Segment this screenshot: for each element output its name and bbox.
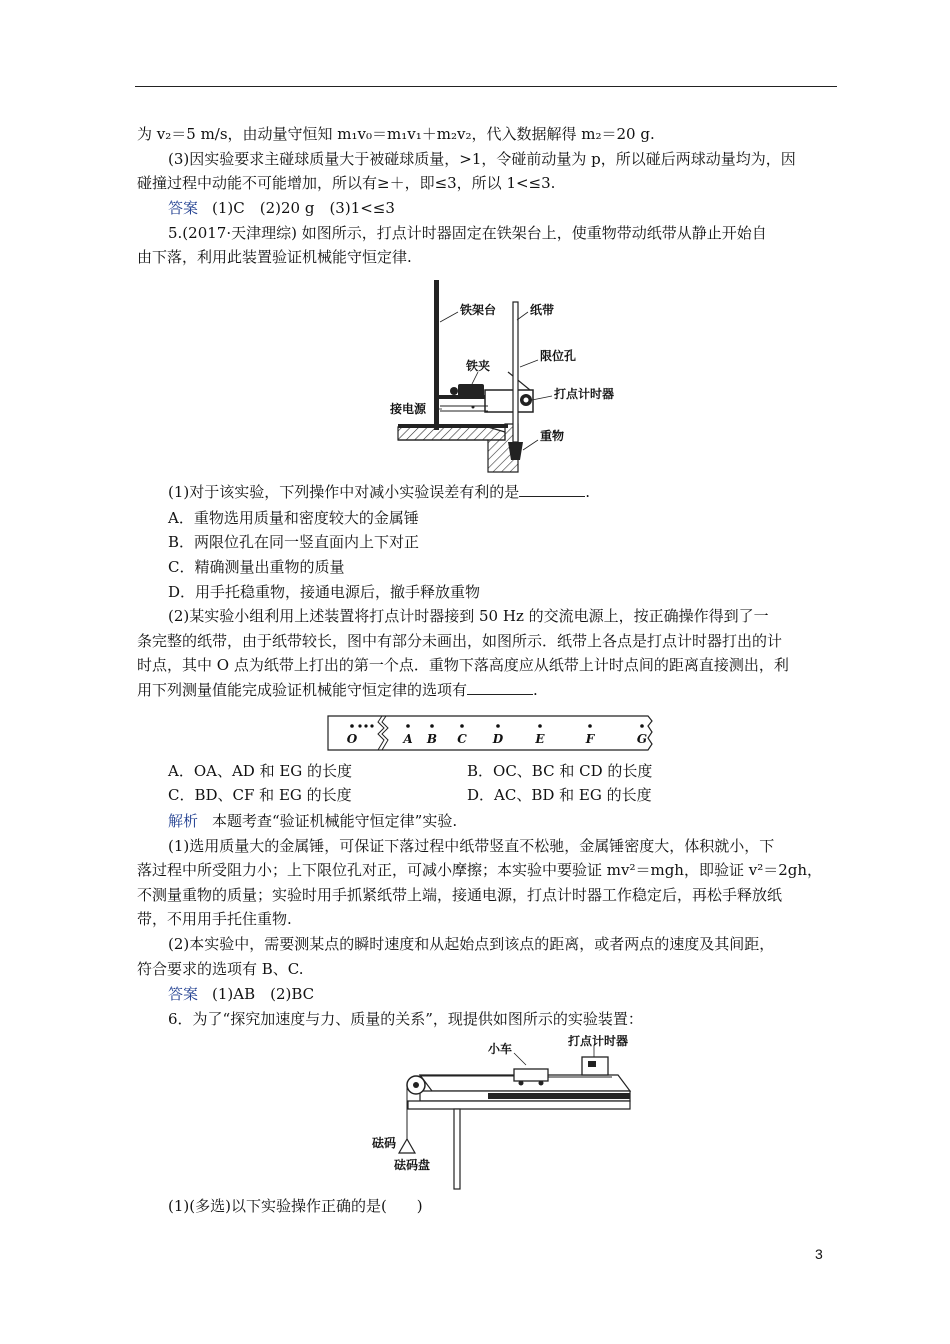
prev-line-3: 碰撞过程中动能不可能增加，所以有≥＋，即≤3，所以 1<≤3. (137, 174, 556, 192)
q5-p2-option-b: B．OC、BC 和 CD 的长度 (467, 762, 653, 780)
answer-label: 答案 (168, 985, 199, 1003)
q5-p2-line-2: 条完整的纸带，由于纸带较长，图中有部分未画出，如图所示．纸带上各点是打点计时器打出的计 (137, 632, 783, 650)
analysis-1-line-2: 落过程中所受阻力小；上下限位孔对正，可减小摩擦；本实验中要验证 mv²＝mgh，即验证 v²＝2gh， (137, 861, 823, 879)
q5-answer: 答案 (1)AB (2)BC (168, 985, 315, 1003)
label-timer: 打点计时器 (554, 387, 615, 401)
analysis-intro: 解析 本题考查“验证机械能守恒定律”实验. (168, 812, 458, 830)
tape-point-o (350, 724, 354, 728)
q5-option-a: A．重物选用质量和密度较大的金属锤 (168, 509, 419, 527)
analysis-1-line-1: (1)选用质量大的金属锤，可保证下落过程中纸带竖直不松驰，金属锤密度大，体积就小，下 (168, 837, 775, 855)
tape-point-g (640, 724, 644, 728)
label-weight: 重物 (540, 429, 565, 443)
label-tape: 纸带 (530, 303, 555, 317)
table-leg (454, 1109, 460, 1189)
tape-label-d: D (492, 732, 504, 746)
label-stand: 铁架台 (460, 303, 497, 317)
q5-p2-option-c: C．BD、CF 和 EG 的长度 (168, 786, 352, 804)
tape-label-a: A (403, 732, 413, 746)
prev-answer (168, 197, 395, 219)
table-top (408, 1101, 630, 1109)
tape-dot (370, 724, 373, 727)
tape-outline (328, 716, 652, 750)
q5-p2-line-1: (2)某实验小组利用上述装置将打点计时器接到 50 Hz 的交流电源上，按正确操作得到了一 (168, 607, 769, 625)
answer-text: (1)C (2)20 g (3)1<≤3 (212, 199, 395, 217)
answer-blank-1 (519, 482, 585, 497)
label-hole: 限位孔 (540, 349, 577, 363)
tape-dot (364, 724, 367, 727)
tape-label-o: O (346, 732, 358, 746)
tape-point-d (496, 724, 500, 728)
tape-dot (358, 724, 361, 727)
paper-tape (513, 302, 518, 442)
tape-label-c: C (457, 732, 467, 746)
page-number: 3 (815, 1246, 823, 1262)
label-power: 接电源 (390, 402, 427, 416)
cart (514, 1069, 548, 1081)
analysis-2-line-1: (2)本实验中，需要测某点的瞬时速度和从起始点到该点的距离，或者两点的速度及其间距， (168, 935, 775, 953)
q5-option-c: C．精确测量出重物的质量 (168, 558, 345, 576)
q5-p2-line-4: 用下列测量值能完成验证机械能守恒定律的选项有 . (137, 681, 538, 699)
analysis-label: 解析 (168, 812, 199, 830)
answer-label: 答案 (168, 199, 199, 217)
apparatus-figure-2 (368, 1035, 648, 1195)
tape-label-f: F (585, 732, 595, 746)
q5-p2-option-d: D．AC、BD 和 EG 的长度 (467, 786, 652, 804)
q5-option-b: B．两限位孔在同一竖直面内上下对正 (168, 533, 420, 551)
q6-stem: 6．为了“探究加速度与力、质量的关系”，现提供如图所示的实验装置： (168, 1010, 643, 1028)
prev-line-2: (3)因实验要求主碰球质量大于被碰球质量，>1，令碰前动量为 p，所以碰后两球动量均为，因 (168, 150, 796, 168)
tape-point-e (538, 724, 542, 728)
tape-figure (322, 714, 662, 752)
header-rule (135, 86, 837, 87)
label-clamp: 铁夹 (466, 359, 491, 373)
analysis-1-line-4: 带，不用用手托住重物. (137, 910, 292, 928)
weight-pan (399, 1139, 415, 1153)
label-weight-2: 砝码 (372, 1136, 397, 1150)
tape-label-g: G (636, 732, 648, 746)
q5-p1-stem: (1)对于该实验，下列操作中对减小实验误差有利的是 . (168, 483, 591, 501)
label-pan: 砝码盘 (394, 1158, 431, 1172)
tape-point-a (406, 724, 410, 728)
tape-point-b (430, 724, 434, 728)
tape-point-c (460, 724, 464, 728)
prev-line-1: 为 v₂＝5 m/s，由动量守恒知 m₁v₀＝m₁v₁＋m₂v₂，代入数据解得 m₂＝20 g. (137, 125, 655, 143)
tape-label-b: B (426, 732, 438, 746)
q5-p2-option-a: A．OA、AD 和 EG 的长度 (168, 762, 353, 780)
q5-option-d: D．用手托稳重物，接通电源后，撤手释放重物 (168, 583, 481, 601)
apparatus-figure-1 (370, 272, 640, 480)
analysis-1-line-3: 不测量重物的质量；实验时用手抓紧纸带上端，接通电源，打点计时器工作稳定后，再松手释放纸 (137, 886, 783, 904)
iron-clamp (458, 384, 484, 398)
stand-rod (434, 280, 439, 430)
q6-p1: (1)(多选)以下实验操作正确的是( ) (168, 1197, 423, 1215)
tape-label-e: E (535, 732, 545, 746)
stand-base (398, 427, 505, 440)
analysis-2-line-2: 符合要求的选项有 B、C. (137, 960, 304, 978)
q5-stem-2: 由下落，利用此装置验证机械能守恒定律. (137, 248, 412, 266)
tape-point-f (588, 724, 592, 728)
label-cart: 小车 (488, 1042, 513, 1056)
answer-blank-2 (467, 680, 533, 695)
label-timer-2: 打点计时器 (568, 1035, 629, 1048)
q5-p2-line-3: 时点，其中 O 点为纸带上打出的第一个点．重物下落高度应从纸带上计时点间的距离直接测出，利 (137, 656, 789, 674)
q5-stem-1: 5.(2017·天津理综) 如图所示，打点计时器固定在铁架台上，使重物带动纸带从静止开始自 (168, 224, 767, 242)
